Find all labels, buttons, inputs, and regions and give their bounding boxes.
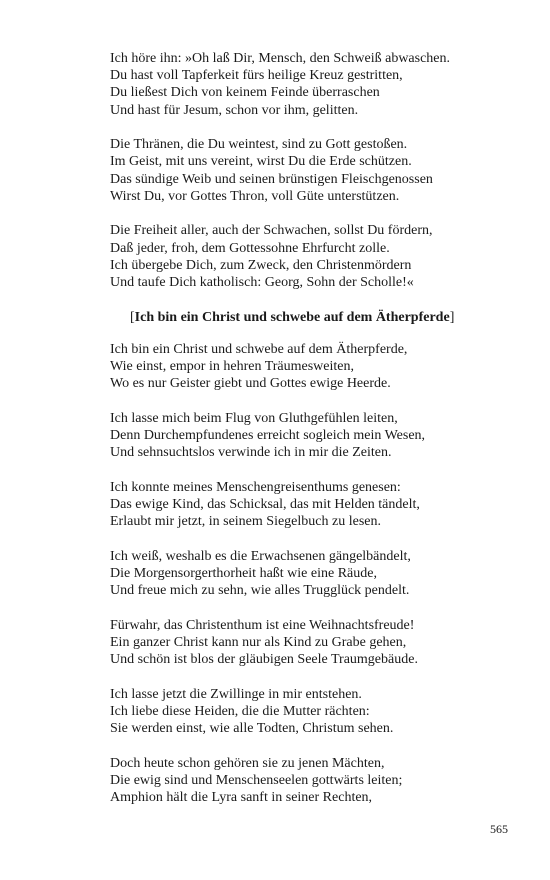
poem-1 — [110, 50, 510, 291]
verse-line: Und taufe Dich katholisch: Georg, Sohn der Scholle!« — [110, 275, 414, 291]
page-number: 565 — [490, 822, 508, 836]
verse-line: Ein ganzer Christ kann nur als Kind zu Grabe gehen, — [110, 635, 407, 651]
verse-line: Fürwahr, das Christenthum ist eine Weihnachtsfreude! — [110, 617, 415, 633]
stanza — [110, 686, 510, 738]
verse-line: Ich lasse jetzt die Zwillinge in mir entstehen. — [110, 686, 362, 702]
verse-line: Ich konnte meines Menschengreisenthums genesen: — [110, 479, 401, 495]
verse-line: Und sehnsuchtslos verwinde ich in mir die Zeiten. — [110, 445, 392, 461]
stanza — [110, 222, 510, 291]
stanza — [110, 50, 510, 119]
verse-line: Du hast voll Tapferkeit fürs heilige Kreuz gestritten, — [110, 68, 403, 84]
stanza — [110, 136, 510, 205]
verse-line: Ich lasse mich beim Flug von Gluthgefühlen leiten, — [110, 410, 398, 426]
open-bracket: [ — [130, 309, 135, 325]
verse-line: Das sündige Weib und seinen brünstigen Fleischgenossen — [110, 171, 433, 187]
text-block — [110, 50, 510, 824]
verse-line: Die ewig sind und Menschenseelen gottwärts leiten; — [110, 773, 403, 789]
verse-line: Und freue mich zu sehn, wie alles Trugglück pendelt. — [110, 583, 410, 599]
verse-line: Das ewige Kind, das Schicksal, das mit Helden tändelt, — [110, 497, 420, 513]
verse-line: Ich übergebe Dich, zum Zweck, den Christenmördern — [110, 257, 412, 273]
stanza — [110, 617, 510, 669]
verse-line: Im Geist, mit uns vereint, wirst Du die Erde schützen. — [110, 154, 412, 170]
verse-line: Die Morgensorgerthorheit haßt wie eine Räude, — [110, 566, 377, 582]
verse-line: Ich weiß, weshalb es die Erwachsenen gängelbändelt, — [110, 548, 411, 564]
close-bracket: ] — [449, 309, 455, 325]
stanza — [110, 410, 510, 462]
verse-line: Und hast für Jesum, schon vor ihm, gelitten. — [110, 102, 359, 118]
verse-line: Daß jeder, froh, dem Gottessohne Ehrfurcht zolle. — [110, 240, 390, 256]
verse-line: Und schön ist blos der gläubigen Seele Traumgebäude. — [110, 652, 418, 668]
verse-line: Wo es nur Geister giebt und Gottes ewige Heerde. — [110, 376, 391, 392]
poem-2 — [110, 341, 510, 807]
stanza — [110, 341, 510, 393]
verse-line: Wirst Du, vor Gottes Thron, voll Güte unterstützen. — [110, 188, 400, 204]
verse-line: Amphion hält die Lyra sanft in seiner Rechten, — [110, 790, 373, 806]
verse-line: Doch heute schon gehören sie zu jenen Mächten, — [110, 755, 385, 771]
verse-line: Ich höre ihn: »Oh laß Dir, Mensch, den Schweiß abwaschen. — [110, 51, 451, 66]
verse-line: Ich liebe diese Heiden, die die Mutter rächten: — [110, 704, 370, 720]
verse-line: Du ließest Dich von keinem Feinde überraschen — [110, 85, 380, 101]
stanza — [110, 548, 510, 600]
verse-line: Sie werden einst, wie alle Todten, Christum sehen. — [110, 721, 394, 737]
poem-title — [130, 309, 510, 326]
stanza — [110, 479, 510, 531]
poem-title-text: Ich bin ein Christ und schwebe auf dem Ätherpferde — [134, 309, 450, 325]
verse-line: Erlaubt mir jetzt, in seinem Siegelbuch zu lesen. — [110, 514, 381, 530]
verse-line: Die Thränen, die Du weintest, sind zu Gott gestoßen. — [110, 137, 408, 153]
verse-line: Denn Durchempfundenes erreicht sogleich mein Wesen, — [110, 428, 426, 444]
verse-line: Wie einst, empor in hehren Träumesweiten, — [110, 359, 354, 375]
verse-line: Die Freiheit aller, auch der Schwachen, sollst Du fördern, — [110, 223, 433, 239]
stanza — [110, 755, 510, 807]
verse-line: Ich bin ein Christ und schwebe auf dem Ätherpferde, — [110, 341, 408, 357]
